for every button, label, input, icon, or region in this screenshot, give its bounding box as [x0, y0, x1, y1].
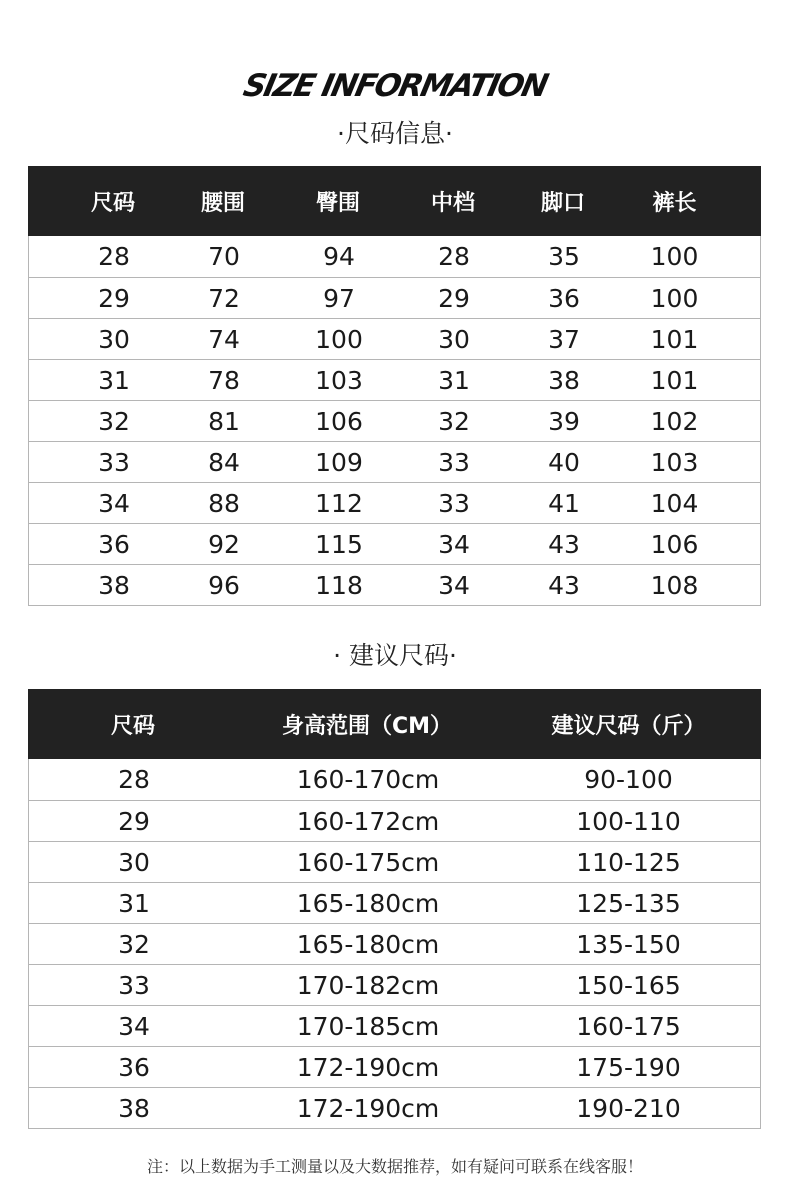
- size-cell: 36: [98, 529, 130, 559]
- hem-cell: 35: [548, 242, 580, 271]
- recommend-table-header: [28, 689, 761, 759]
- header-height-range: 身高范围（CM）: [281, 713, 453, 739]
- size-cell: 29: [98, 283, 130, 313]
- height-range-cell: 160-175cm: [296, 847, 440, 877]
- length-cell: 100: [650, 242, 699, 271]
- hip-cell: 103: [315, 365, 363, 395]
- size-table-body: [28, 236, 761, 606]
- thigh-cell: 34: [438, 570, 470, 600]
- header-waist: 腰围: [200, 190, 245, 216]
- size-cell: 29: [118, 806, 150, 836]
- thigh-cell: 28: [438, 242, 470, 271]
- table-row: [29, 759, 760, 801]
- thigh-cell: 31: [438, 365, 470, 395]
- weight-range-cell: 135-150: [576, 929, 681, 959]
- header-size: 尺码: [110, 713, 155, 739]
- header-size: 尺码: [90, 190, 135, 216]
- header-weight-range: 建议尺码（斤）: [551, 713, 706, 739]
- waist-cell: 78: [208, 365, 240, 395]
- hip-cell: 106: [315, 406, 363, 436]
- hip-cell: 94: [323, 242, 355, 271]
- length-cell: 100: [650, 283, 699, 313]
- waist-cell: 92: [208, 529, 240, 559]
- table-row: [29, 924, 760, 965]
- length-cell: 102: [650, 406, 699, 436]
- size-cell: 32: [98, 406, 130, 436]
- size-table-header: [28, 166, 761, 236]
- hem-cell: 37: [548, 324, 580, 354]
- table-row: [29, 1047, 760, 1088]
- table-row: [29, 842, 760, 883]
- size-cell: 30: [98, 324, 130, 354]
- size-cell: 34: [118, 1011, 150, 1041]
- header-thigh: 中档: [430, 190, 475, 216]
- header-hem: 脚口: [540, 190, 585, 216]
- table-row: [29, 565, 760, 606]
- hip-cell: 115: [315, 529, 363, 559]
- waist-cell: 72: [208, 283, 240, 313]
- size-table: [28, 166, 761, 606]
- weight-range-cell: 100-110: [576, 806, 681, 836]
- weight-range-cell: 150-165: [576, 970, 681, 1000]
- recommend-table: [28, 689, 761, 1129]
- hem-cell: 43: [548, 529, 580, 559]
- weight-range-cell: 90-100: [584, 765, 673, 794]
- table-row: [29, 965, 760, 1006]
- table-row: [29, 483, 760, 524]
- height-range-cell: 160-170cm: [296, 765, 440, 794]
- waist-cell: 74: [208, 324, 240, 354]
- table-row: [29, 360, 760, 401]
- weight-range-cell: 190-210: [576, 1093, 681, 1123]
- size-cell: 33: [118, 970, 150, 1000]
- length-cell: 108: [650, 570, 699, 600]
- size-cell: 32: [118, 929, 150, 959]
- size-cell: 33: [98, 447, 130, 477]
- table-row: [29, 236, 760, 278]
- table-row: [29, 1088, 760, 1129]
- height-range-cell: 170-185cm: [296, 1011, 440, 1041]
- size-cell: 28: [98, 242, 130, 271]
- hip-cell: 97: [323, 283, 355, 313]
- height-range-cell: 165-180cm: [296, 929, 440, 959]
- weight-range-cell: 110-125: [576, 847, 681, 877]
- height-range-cell: 170-182cm: [296, 970, 440, 1000]
- waist-cell: 81: [208, 406, 240, 436]
- thigh-cell: 34: [438, 529, 470, 559]
- thigh-cell: 33: [438, 488, 470, 518]
- thigh-cell: 29: [438, 283, 470, 313]
- hem-cell: 41: [548, 488, 580, 518]
- hem-cell: 36: [548, 283, 580, 313]
- length-cell: 101: [650, 365, 699, 395]
- length-cell: 106: [650, 529, 699, 559]
- height-range-cell: 172-190cm: [296, 1052, 440, 1082]
- size-cell: 31: [98, 365, 130, 395]
- header-length: 裤长: [652, 190, 697, 216]
- length-cell: 101: [650, 324, 699, 354]
- recommend-table-body: [28, 759, 761, 1129]
- header-hip: 臀围: [315, 190, 360, 216]
- footnote: 注：以上数据为手工测量以及大数据推荐，如有疑问可联系在线客服！: [146, 1157, 643, 1176]
- size-cell: 36: [118, 1052, 150, 1082]
- size-cell: 34: [98, 488, 130, 518]
- waist-cell: 70: [208, 242, 240, 271]
- height-range-cell: 165-180cm: [296, 888, 440, 918]
- height-range-cell: 172-190cm: [296, 1093, 440, 1123]
- size-info-subtitle: ·尺码信息·: [337, 119, 453, 148]
- table-row: [29, 278, 760, 319]
- hem-cell: 40: [548, 447, 580, 477]
- size-cell: 38: [98, 570, 130, 600]
- table-row: [29, 1006, 760, 1047]
- table-row: [29, 319, 760, 360]
- hip-cell: 112: [315, 488, 363, 518]
- length-cell: 103: [650, 447, 699, 477]
- waist-cell: 88: [208, 488, 240, 518]
- hem-cell: 43: [548, 570, 580, 600]
- table-row: [29, 883, 760, 924]
- table-row: [29, 401, 760, 442]
- table-row: [29, 524, 760, 565]
- thigh-cell: 30: [438, 324, 470, 354]
- waist-cell: 84: [208, 447, 240, 477]
- waist-cell: 96: [208, 570, 240, 600]
- table-row: [29, 442, 760, 483]
- hem-cell: 38: [548, 365, 580, 395]
- hip-cell: 109: [315, 447, 363, 477]
- recommend-size-subtitle: · 建议尺码·: [333, 641, 457, 670]
- thigh-cell: 33: [438, 447, 470, 477]
- size-cell: 30: [118, 847, 150, 877]
- thigh-cell: 32: [438, 406, 470, 436]
- hip-cell: 100: [315, 324, 363, 354]
- size-information-title: SIZE INFORMATION: [240, 68, 550, 104]
- size-cell: 28: [118, 765, 150, 794]
- size-cell: 31: [118, 888, 150, 918]
- hip-cell: 118: [315, 570, 363, 600]
- weight-range-cell: 175-190: [576, 1052, 681, 1082]
- size-cell: 38: [118, 1093, 150, 1123]
- height-range-cell: 160-172cm: [296, 806, 440, 836]
- hem-cell: 39: [548, 406, 580, 436]
- weight-range-cell: 160-175: [576, 1011, 681, 1041]
- length-cell: 104: [650, 488, 699, 518]
- table-row: [29, 801, 760, 842]
- weight-range-cell: 125-135: [576, 888, 681, 918]
